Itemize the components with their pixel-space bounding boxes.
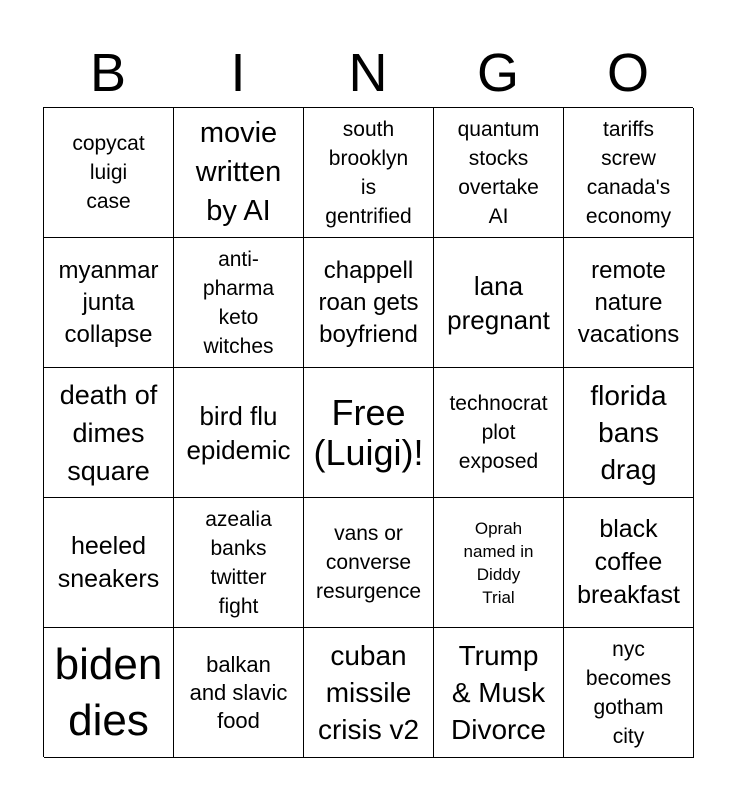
bingo-cell-r5c3[interactable] [304,628,434,758]
header-letter-b: B [89,43,127,103]
bingo-cell-r3c2[interactable] [174,368,304,498]
bingo-cell-r4c4[interactable] [434,498,564,628]
cell-text: vans or converse resurgence [315,522,422,603]
cell-text: black coffee breakfast [577,515,680,609]
bingo-cell-r5c5[interactable] [564,628,694,758]
cell-text: Free (Luigi)! [313,391,424,473]
cell-text: balkan and slavic food [189,651,288,733]
cell-text: Trump & Musk Divorce [451,640,546,745]
cell-text: quantum stocks overtake AI [457,117,540,228]
bingo-cell-r3c3[interactable] [304,368,434,498]
bingo-cell-r1c2[interactable] [174,108,304,238]
bingo-cell-r5c2[interactable] [174,628,304,758]
bingo-cell-r3c4[interactable] [434,368,564,498]
bingo-cell-r2c5[interactable] [564,238,694,368]
cell-text: cuban missile crisis v2 [317,640,420,745]
header-letter-n: N [348,43,388,103]
bingo-cell-r3c5[interactable] [564,368,694,498]
header-letter-i: I [230,43,246,103]
cell-text: south brooklyn is gentrified [325,117,412,228]
cell-text: anti- pharma keto witches [202,247,275,358]
bingo-cell-r5c4[interactable] [434,628,564,758]
cell-text: remote nature vacations [577,256,680,348]
cell-text: copycat luigi case [72,132,145,213]
header-letter-g: G [476,43,519,103]
cell-text: biden dies [54,639,163,745]
bingo-header [43,38,693,108]
cell-text: chappell roan gets boyfriend [318,256,419,348]
bingo-cell-r4c2[interactable] [174,498,304,628]
cell-text: heeled sneakers [57,531,160,593]
bingo-cell-r1c4[interactable] [434,108,564,238]
bingo-cell-r4c3[interactable] [304,498,434,628]
cell-text: death of dimes square [59,379,158,486]
bingo-cell-r2c2[interactable] [174,238,304,368]
bingo-cell-r5c1[interactable] [44,628,174,758]
cell-text: azealia banks twitter fight [205,507,272,618]
cell-text: tariffs screw canada's economy [585,117,672,228]
cell-text: nyc becomes gotham city [585,637,672,748]
cell-text: technocrat plot exposed [449,392,548,473]
cell-text: movie written by AI [195,117,282,227]
bingo-grid [43,107,693,757]
cell-text: myanmar junta collapse [58,256,159,348]
bingo-cell-r4c5[interactable] [564,498,694,628]
cell-text: Oprah named in Diddy Trial [463,518,534,607]
bingo-cell-r1c1[interactable] [44,108,174,238]
header-letter-o: O [606,43,649,103]
cell-text: florida bans drag [590,380,667,485]
bingo-cell-r2c4[interactable] [434,238,564,368]
bingo-cell-r3c1[interactable] [44,368,174,498]
bingo-cell-r2c1[interactable] [44,238,174,368]
cell-text: bird flu epidemic [186,400,291,465]
bingo-cell-r4c1[interactable] [44,498,174,628]
bingo-cell-r1c3[interactable] [304,108,434,238]
bingo-cell-r2c3[interactable] [304,238,434,368]
cell-text: lana pregnant [447,270,550,335]
bingo-cell-r1c5[interactable] [564,108,694,238]
